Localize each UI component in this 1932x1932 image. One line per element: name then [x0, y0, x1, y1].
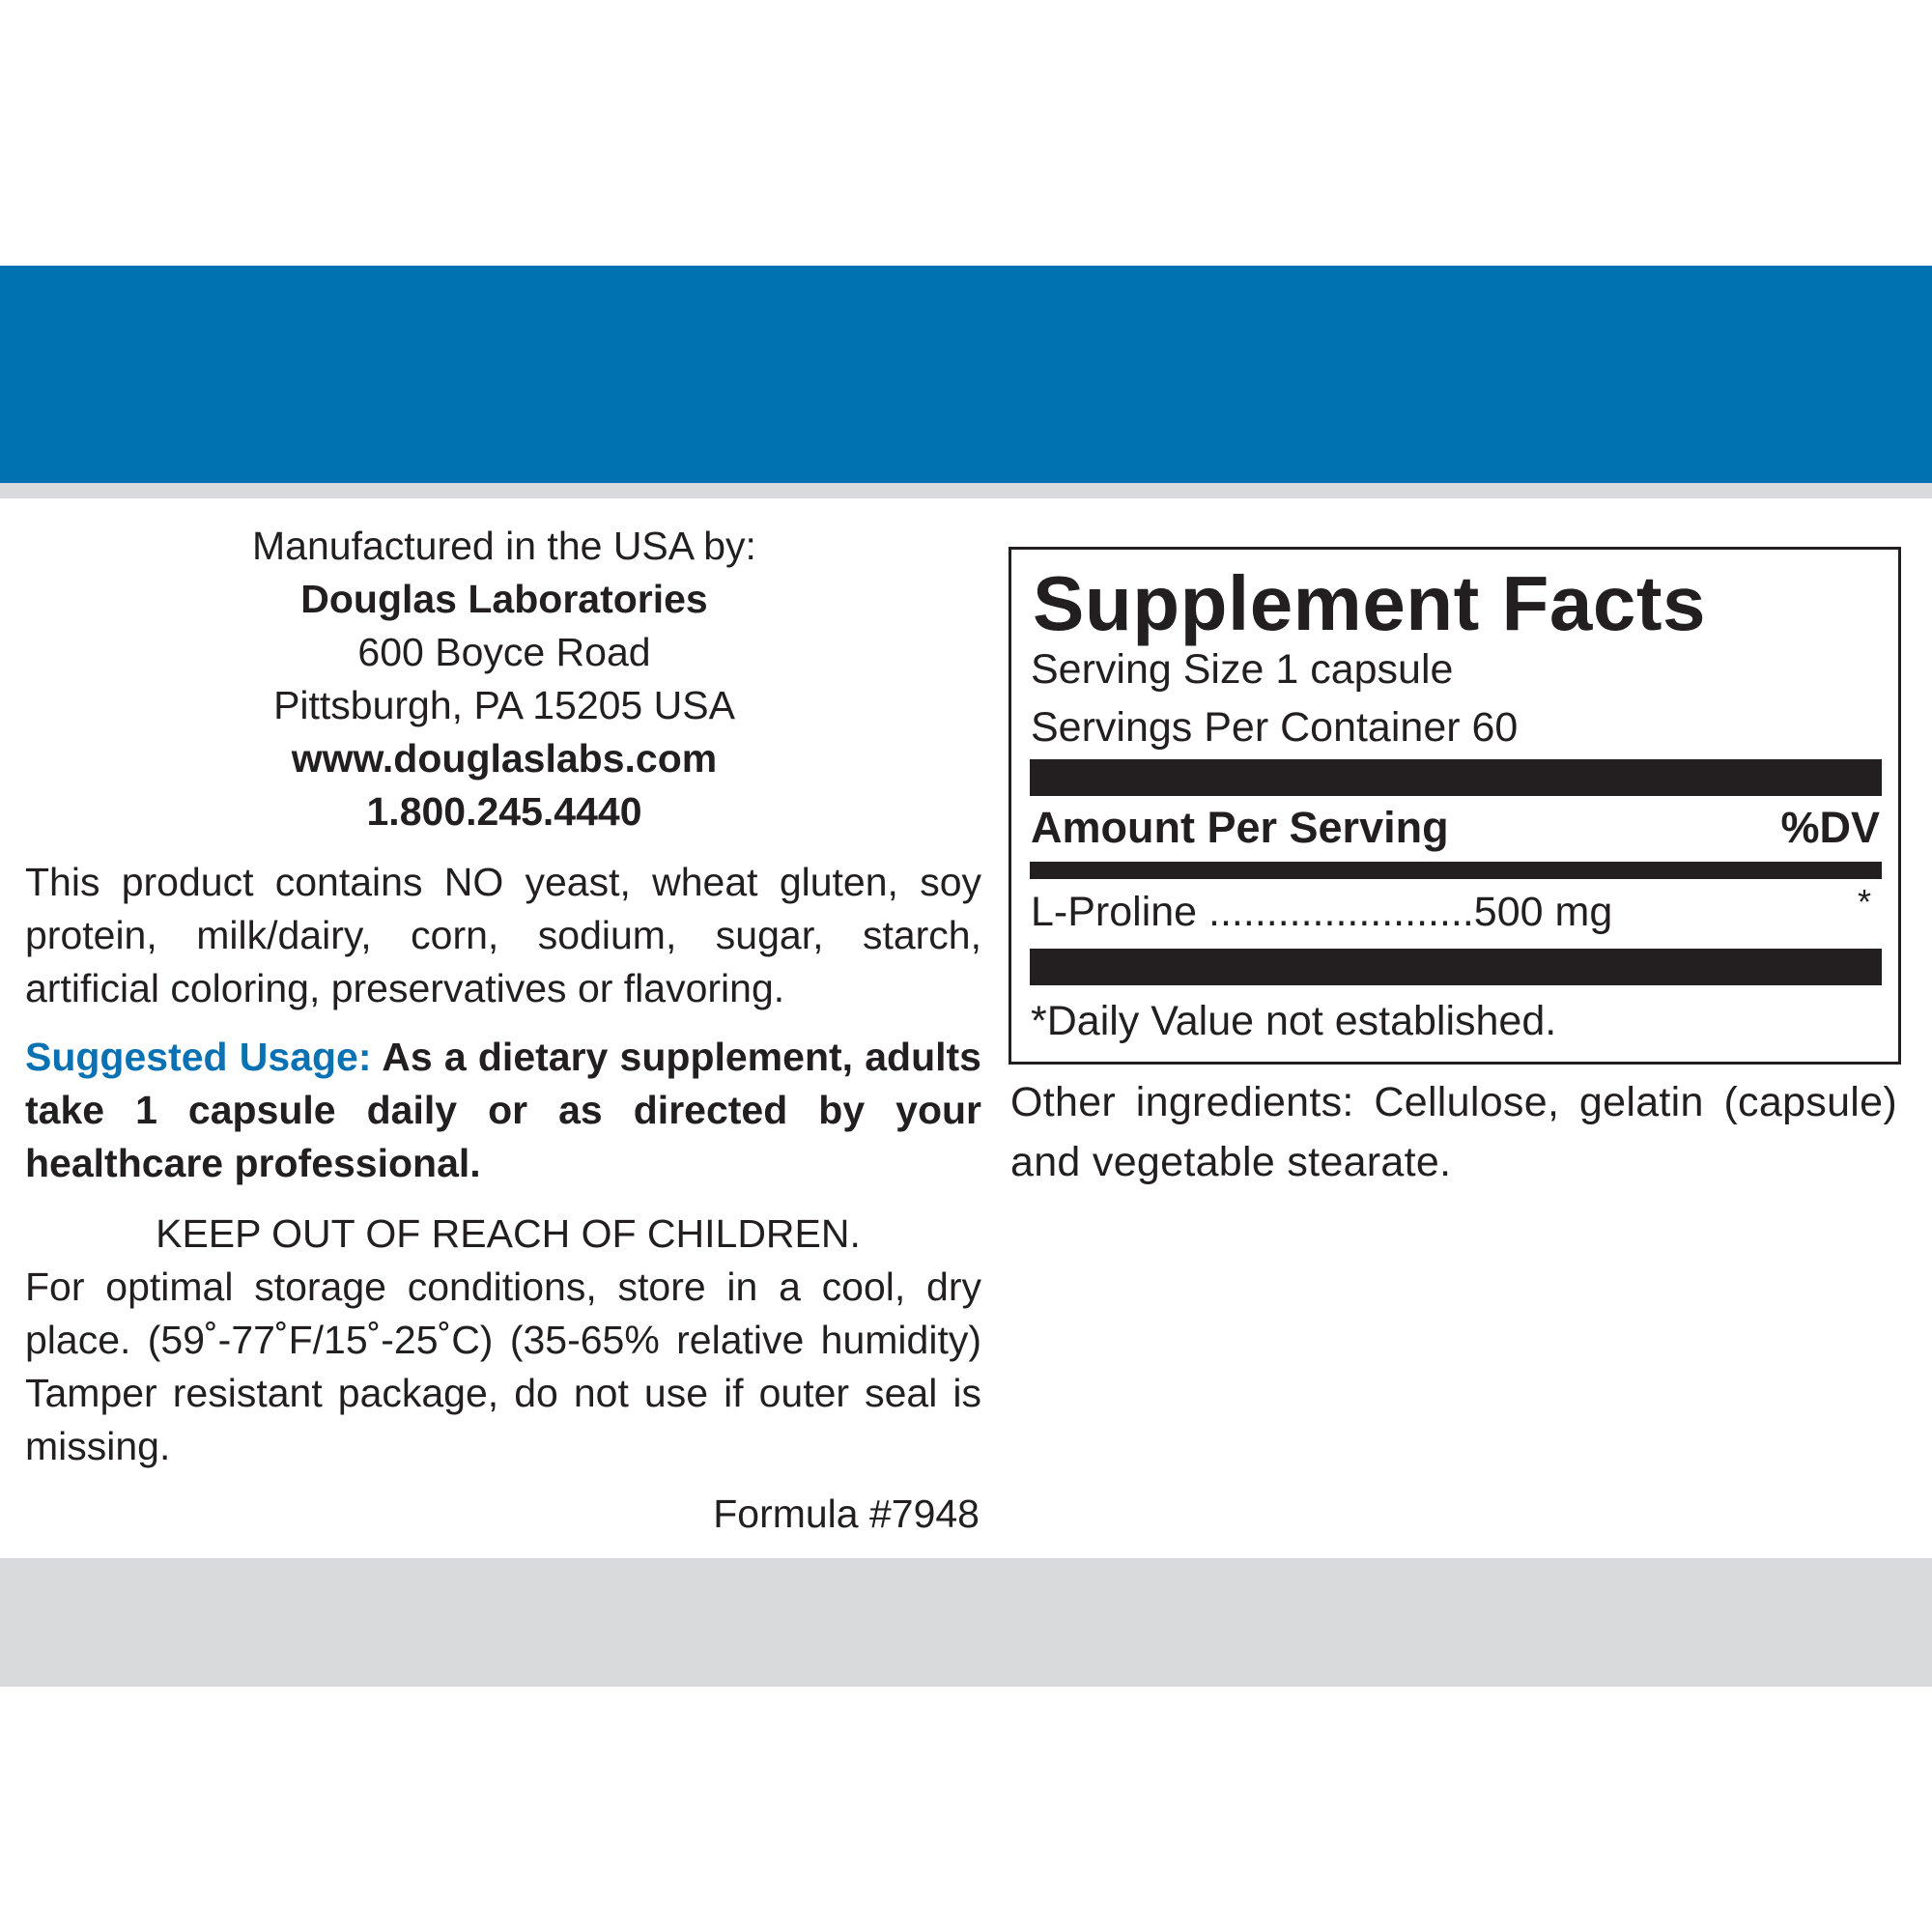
suggested-usage-label: Suggested Usage: [25, 1035, 372, 1079]
suggested-usage [25, 1031, 981, 1190]
daily-value-footnote: *Daily Value not established. [1031, 998, 1557, 1044]
bottom-gray-band [0, 1558, 1932, 1687]
allergen-statement: This product contains NO yeast, wheat gluten, soy protein, milk/dairy, corn, sodium, sugar, starch, artificial coloring, preservatives or flavoring. [25, 860, 981, 1010]
daily-value-header: %DV [1780, 803, 1880, 852]
serving-size: Serving Size 1 capsule [1031, 646, 1454, 693]
top-blue-band [0, 266, 1932, 483]
facts-divider-thick-bottom [1030, 949, 1882, 985]
warning-title: KEEP OUT OF REACH OF CHILDREN. [156, 1211, 861, 1256]
formula-number: Formula #7948 [713, 1492, 980, 1536]
storage-instructions: For optimal storage conditions, store in a cool, dry place. (59˚-77˚F/15˚-25˚C) (35-65% relative humidity) Tamper resistant package, do not use if outer seal is missing. [25, 1264, 981, 1468]
manufacturer-phone: 1.800.245.4440 [366, 789, 642, 834]
suggested-usage-text: As a dietary supplement, adults take 1 capsule daily or as directed by your healthcare professional. [25, 1035, 981, 1185]
facts-divider-thick [1030, 759, 1882, 796]
nutrient-row-name: L-Proline .......................500 mg [1031, 889, 1613, 935]
manufacturer-street: 600 Boyce Road [357, 630, 651, 674]
manufacturer-city: Pittsburgh, PA 15205 USA [273, 683, 735, 727]
manufacturer-company: Douglas Laboratories [300, 577, 708, 621]
top-gray-stripe [0, 483, 1932, 498]
manufacturer-website: www.douglaslabs.com [291, 736, 718, 781]
nutrient-row-dv: * [1857, 882, 1871, 922]
supplement-facts-title: Supplement Facts [1033, 560, 1707, 646]
amount-per-serving-header: Amount Per Serving [1031, 803, 1449, 852]
other-ingredients: Other ingredients: Cellulose, gelatin (capsule) and vegetable stearate. [1010, 1079, 1897, 1185]
facts-divider-medium [1030, 862, 1882, 879]
supplement-facts-panel [1009, 547, 1901, 1065]
servings-per-container: Servings Per Container 60 [1031, 704, 1519, 751]
manufacturer-intro: Manufactured in the USA by: [252, 524, 756, 568]
manufacturer-block [25, 520, 983, 838]
